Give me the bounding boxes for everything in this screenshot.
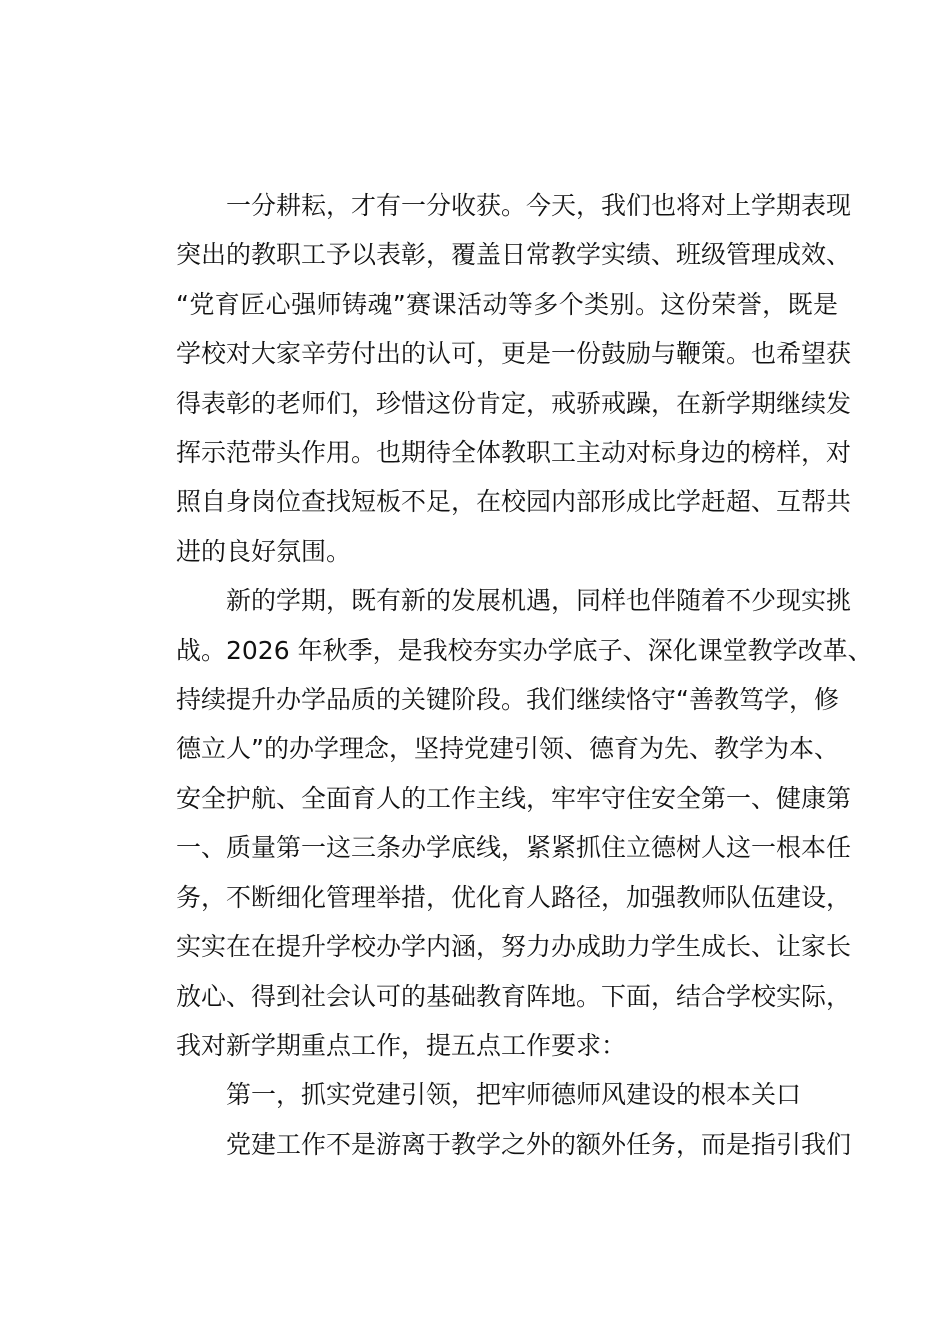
text-line: 突出的教职工予以表彰，覆盖日常教学实绩、班级管理成效、	[176, 240, 852, 270]
text-line: 持续提升办学品质的关键阶段。我们继续恪守“善教笃学，修	[176, 685, 839, 715]
text-line: 放心、得到社会认可的基础教育阵地。下面，结合学校实际，	[176, 981, 852, 1011]
text-line: 学校对大家辛劳付出的认可，更是一份鼓励与鞭策。也希望获	[176, 339, 852, 369]
text-line: 新的学期，既有新的发展机遇，同样也伴随着不少现实挑	[226, 586, 852, 616]
text-line: 进的良好氛围。	[176, 536, 352, 566]
document-body	[126, 181, 873, 1169]
text-line: 一、质量第一这三条办学底线，紧紧抓住立德树人这一根本任	[176, 833, 852, 863]
paragraph-commendation	[126, 181, 852, 576]
section-heading-first	[126, 1070, 838, 1119]
text-line: 安全护航、全面育人的工作主线，牢牢守住安全第一、健康第	[176, 783, 852, 813]
text-line: 党建工作不是游离于教学之外的额外任务，而是指引我们	[226, 1129, 852, 1159]
text-line: 得表彰的老师们，珍惜这份肯定，戒骄戒躁，在新学期继续发	[176, 388, 852, 418]
text-line: 战。2026 年秋季，是我校夯实办学底子、深化课堂教学改革、	[176, 635, 873, 665]
text-line: 德立人”的办学理念，坚持党建引领、德育为先、教学为本、	[176, 734, 839, 764]
text-line: 一分耕耘，才有一分收获。今天，我们也将对上学期表现	[226, 191, 852, 220]
text-line: 务，不断细化管理举措，优化育人路径，加强教师队伍建设，	[176, 882, 852, 912]
text-line: 挥示范带头作用。也期待全体教职工主动对标身边的榜样，对	[176, 438, 852, 468]
paragraph-party-building	[126, 1120, 852, 1169]
text-line: 我对新学期重点工作，提五点工作要求：	[176, 1030, 627, 1060]
paragraph-new-semester	[126, 576, 873, 1070]
text-line: 实实在在提升学校办学内涵，努力办成助力学生成长、让家长	[176, 932, 852, 962]
text-line: 照自身岗位查找短板不足，在校园内部形成比学赶超、互帮共	[176, 487, 852, 517]
text-line: 第一，抓实党建引领，把牢师德师风建设的根本关口	[226, 1080, 802, 1110]
text-line: “党育匠心强师铸魂”赛课活动等多个类别。这份荣誉，既是	[176, 289, 838, 319]
